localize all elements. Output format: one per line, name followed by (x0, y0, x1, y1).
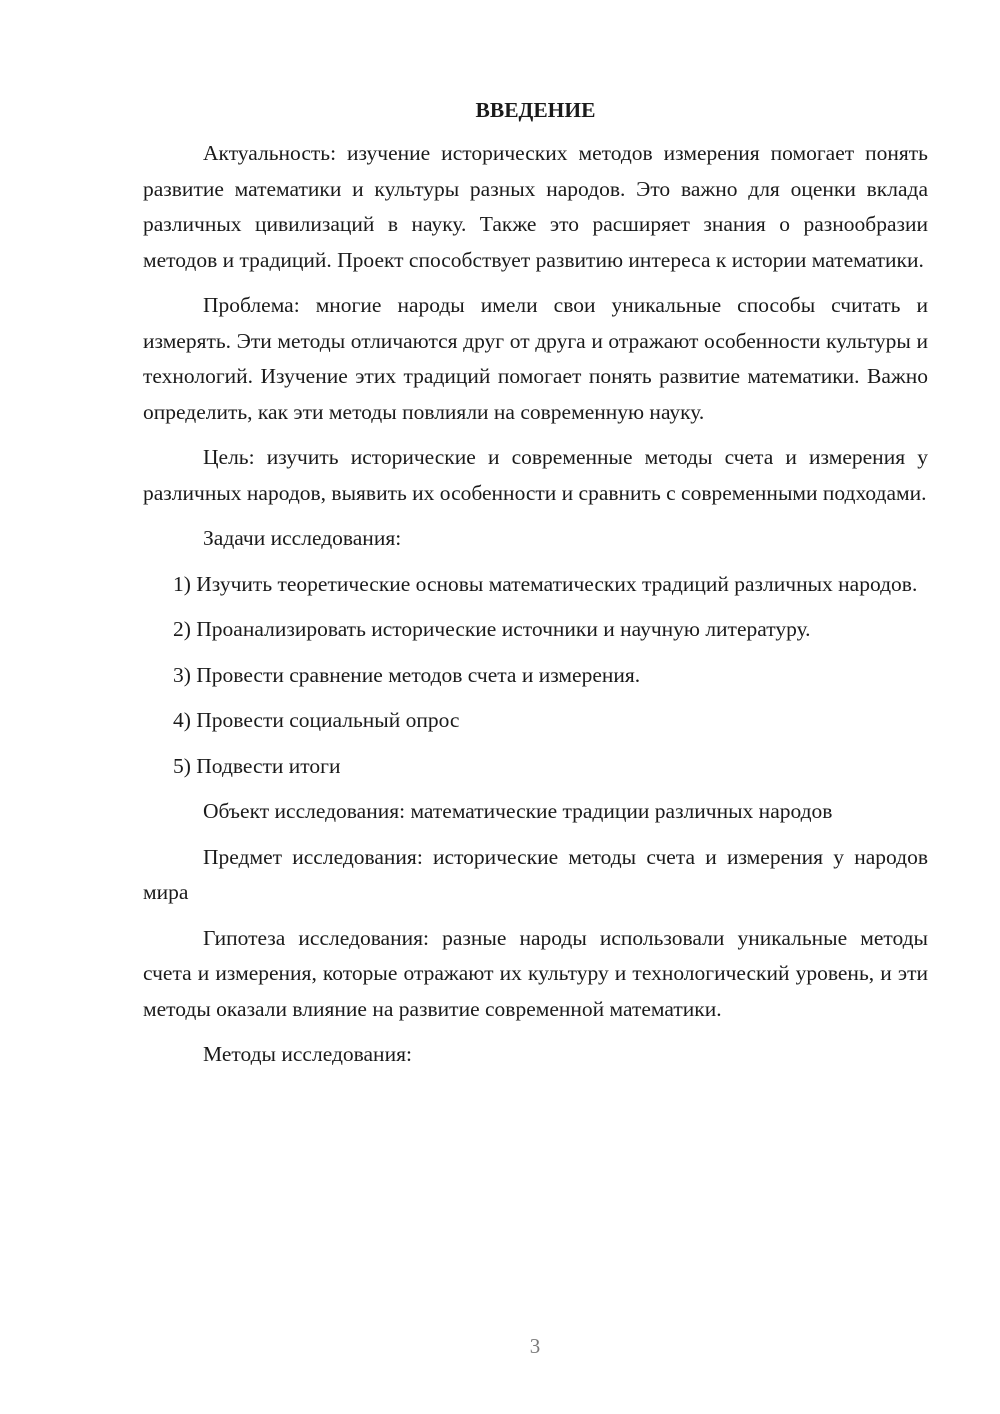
hypothesis-paragraph: Гипотеза исследования: разные народы использовали уникальные методы счета и измерения, которые отражают их культуру и технологический уровень, и эти методы оказали влияние на развитие современной математики. (143, 925, 928, 1021)
task-item-1: 1) Изучить теоретические основы математических традиций различных народов. (173, 571, 918, 596)
task-item-4: 4) Провести социальный опрос (173, 708, 460, 732)
methods-heading: Методы исследования: (203, 1042, 412, 1066)
object-paragraph: Объект исследования: математические традиции различных народов (203, 799, 833, 823)
actuality-paragraph: Актуальность: изучение исторических методов измерения помогает понять развитие математики и культуры разных народов. Это важно для оценки вклада различных цивилизаций в науку. Также это расширяет знания о разнообразии методов и традиций. Проект способствует развитию интереса к истории математики. (143, 141, 928, 272)
page-title: ВВЕДЕНИЕ (475, 98, 596, 122)
goal-paragraph: Цель: изучить исторические и современные методы счета и измерения у различных народов, выявить их особенности и сравнить с современными подходами. (143, 445, 928, 505)
subject-paragraph: Предмет исследования: исторические методы счета и измерения у народов мира (143, 844, 928, 904)
task-item-3: 3) Провести сравнение методов счета и измерения. (173, 662, 641, 687)
page-number: 3 (529, 1334, 541, 1358)
task-item-2: 2) Проанализировать исторические источники и научную литературу. (173, 617, 811, 641)
tasks-heading: Задачи исследования: (203, 526, 402, 550)
task-item-5: 5) Подвести итоги (173, 753, 341, 778)
problem-paragraph: Проблема: многие народы имели свои уникальные способы считать и измерять. Эти методы отличаются друг от друга и отражают особенности культуры и технологий. Изучение этих традиций помогает понять развитие математики. Важно определить, как эти методы повлияли на современную науку. (143, 293, 928, 424)
document-page (143, 96, 928, 1083)
